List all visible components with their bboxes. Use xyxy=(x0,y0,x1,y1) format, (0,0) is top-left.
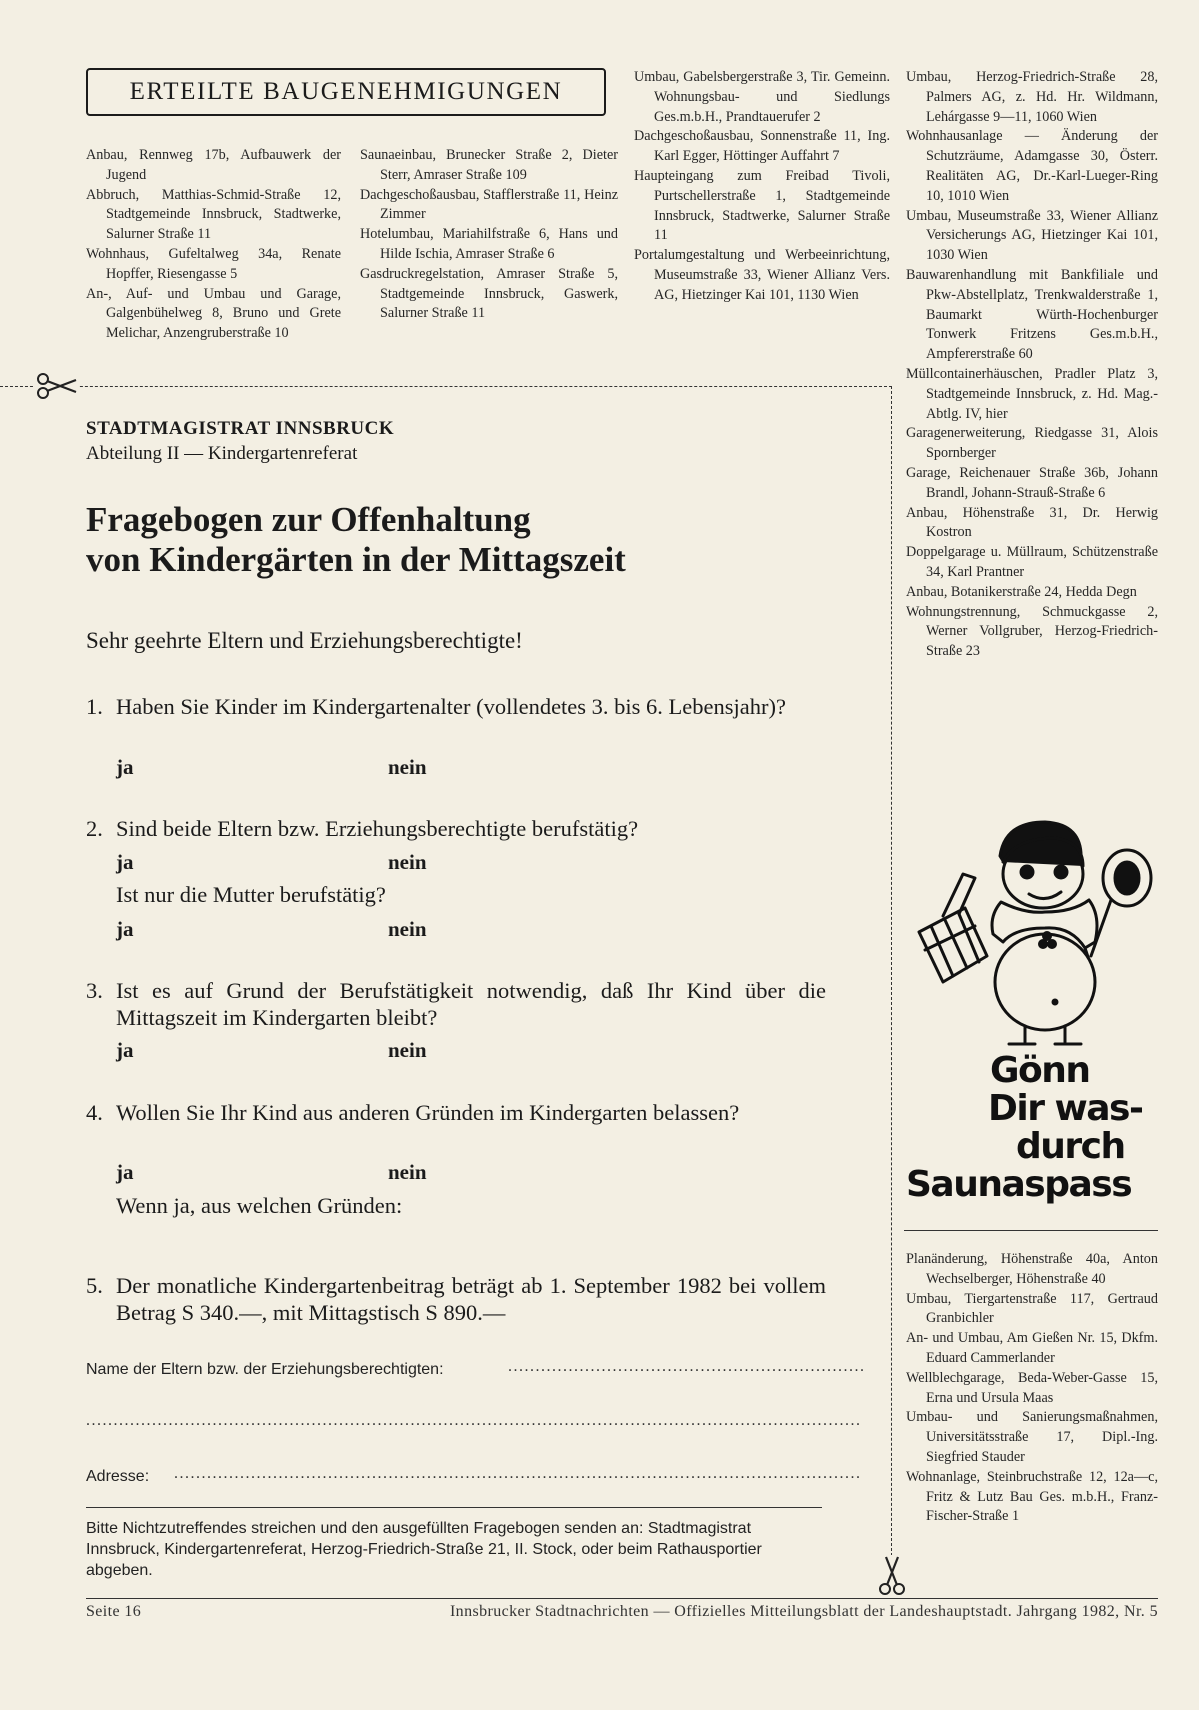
question-text: Haben Sie Kinder im Kindergartenalter (vollendetes 3. bis 6. Lebensjahr)? xyxy=(116,694,786,719)
name-label: Name der Eltern bzw. der Erziehungsberechtigten: xyxy=(86,1361,444,1378)
question-number: 1. xyxy=(86,694,103,719)
address-field[interactable]: ............................................................................................................................. xyxy=(174,1465,862,1482)
permits-column-3 xyxy=(634,68,890,306)
list-item: Garage, Reichenauer Straße 36b, Johann Brandl, Johann-Strauß-Straße 6 xyxy=(906,464,1158,501)
list-item: Umbau, Gabelsbergerstraße 3, Tir. Gemeinn. Wohnungsbau- und Siedlungs Ges.m.b.H., Prandtauerufer 2 xyxy=(634,69,890,125)
answer-no[interactable]: nein xyxy=(388,850,427,874)
list-item: Wohnhaus, Gufeltalweg 34a, Renate Hopffer, Riesengasse 5 xyxy=(86,245,341,282)
list-item: Abbruch, Matthias-Schmid-Straße 12, Stadtgemeinde Innsbruck, Stadtwerke, Salurner Straße 11 xyxy=(86,186,341,243)
cut-line-vertical xyxy=(891,386,892,1561)
ad-slogan-line-2: Dir was- xyxy=(988,1088,1143,1129)
list-item: Müllcontainerhäuschen, Pradler Platz 3, Stadtgemeinde Innsbruck, z. Hd. Mag.-Abtlg. IV, hier xyxy=(906,365,1158,422)
list-item: Doppelgarage u. Müllraum, Schützenstraße 34, Karl Prantner xyxy=(906,544,1158,580)
list-item: Haupteingang zum Freibad Tivoli, Purtschellerstraße 1, Stadtgemeinde Innsbruck, Stadtwerke, Salurner Straße 11 xyxy=(634,167,890,244)
list-item: Wellblechgarage, Beda-Weber-Gasse 15, Erna und Ursula Maas xyxy=(906,1369,1158,1406)
list-item: Anbau, Rennweg 17b, Aufbauwerk der Jugend xyxy=(86,147,341,183)
publication-name: Innsbrucker Stadtnachrichten — Offizielles Mitteilungsblatt der Landeshauptstadt. Jahrgang 1982, Nr. 5 xyxy=(449,1603,1158,1620)
divider xyxy=(904,1230,1158,1231)
list-item: Umbau- und Sanierungsmaßnahmen, Universitätsstraße 17, Dipl.-Ing. Siegfried Stauder xyxy=(906,1409,1158,1465)
list-item: An- und Umbau, Am Gießen Nr. 15, Dkfm. Eduard Cammerlander xyxy=(906,1330,1158,1366)
list-item: Saunaeinbau, Brunecker Straße 2, Dieter Sterr, Amraser Straße 109 xyxy=(360,147,618,183)
name-field-line-2[interactable]: ............................................................................................................................................. xyxy=(86,1412,862,1429)
list-item: Anbau, Höhenstraße 31, Dr. Herwig Kostron xyxy=(906,504,1158,541)
answer-no[interactable]: nein xyxy=(388,1038,427,1062)
list-item: Umbau, Museumstraße 33, Wiener Allianz Versicherungs AG, Hietzinger Kai 101, 1030 Wien xyxy=(906,207,1158,264)
form-title-line-1: Fragebogen zur Offenhaltung xyxy=(86,500,531,539)
cut-line-horizontal xyxy=(0,386,892,387)
question-number: 4. xyxy=(86,1100,103,1125)
ad-slogan-line-4: Saunaspass xyxy=(906,1164,1132,1205)
list-item: Umbau, Herzog-Friedrich-Straße 28, Palmers AG, z. Hd. Hr. Wildmann, Lehárgasse 9—11, 1060 Wien xyxy=(906,69,1158,125)
question-4b-text: Wenn ja, aus welchen Gründen: xyxy=(116,1193,403,1218)
list-item: Bauwarenhandlung mit Bankfiliale und Pkw-Abstellplatz, Trenkwalderstraße 1, Baumarkt Würth-Hochenburger Tonwerk Fritzens Ges.m.b.H., Ampfererstraße 60 xyxy=(906,266,1158,363)
form-department: Abteilung II — Kindergartenreferat xyxy=(86,443,358,464)
form-greeting: Sehr geehrte Eltern und Erziehungsberechtigte! xyxy=(86,628,523,653)
answer-yes[interactable]: ja xyxy=(116,850,134,874)
scissors-icon xyxy=(34,371,78,401)
ad-slogan-line-3: durch xyxy=(1016,1126,1125,1167)
permits-column-4 xyxy=(906,68,1158,662)
question-3 xyxy=(86,977,826,1031)
address-label: Adresse: xyxy=(86,1468,150,1485)
list-item: Gasdruckregelstation, Amraser Straße 5, Stadtgemeinde Innsbruck, Gaswerk, Salurner Straße 11 xyxy=(360,265,618,322)
form-instructions: Bitte Nichtzutreffendes streichen und den ausgefüllten Fragebogen senden an: Stadtmagistrat Innsbruck, Kindergartenreferat, Herzog-Friedrich-Straße 21, II. Stock, oder beim Rathausportier abgeben. xyxy=(86,1520,762,1579)
list-item: Dachgeschoßausbau, Stafflerstraße 11, Heinz Zimmer xyxy=(360,186,618,223)
permits-column-1 xyxy=(86,146,341,344)
answer-no[interactable]: nein xyxy=(388,1160,427,1184)
list-item: An-, Auf- und Umbau und Garage, Galgenbühelweg 8, Bruno und Grete Melichar, Anzengruberstraße 10 xyxy=(86,285,341,342)
question-5 xyxy=(86,1272,826,1326)
question-number: 5. xyxy=(86,1273,103,1298)
question-1 xyxy=(86,693,826,720)
answer-yes[interactable]: ja xyxy=(116,1160,134,1184)
section-header: ERTEILTE BAUGENEHMIGUNGEN xyxy=(86,68,606,116)
list-item: Wohnhausanlage — Änderung der Schutzräume, Adamgasse 30, Österr. Realitäten AG, Dr.-Karl-Lueger-Ring 10, 1010 Wien xyxy=(906,128,1158,204)
divider xyxy=(86,1507,822,1508)
answer-no[interactable]: nein xyxy=(388,755,427,779)
ad-slogan-line-1: Gönn xyxy=(990,1050,1090,1091)
permits-column-2 xyxy=(360,146,618,324)
sauna-mascot-illustration xyxy=(905,816,1165,1046)
question-number: 2. xyxy=(86,816,103,841)
question-number: 3. xyxy=(86,978,103,1003)
list-item: Garagenerweiterung, Riedgasse 31, Alois Spornberger xyxy=(906,425,1158,462)
question-text: Der monatliche Kindergartenbeitrag beträgt ab 1. September 1982 bei vollem Betrag S 340.—, mit Mittagstisch S 890.— xyxy=(116,1273,826,1325)
question-text: Ist es auf Grund der Berufstätigkeit notwendig, daß Ihr Kind über die Mittagszeit im Kindergarten bleibt? xyxy=(116,978,826,1030)
footer-rule xyxy=(86,1598,1158,1599)
page-number: Seite 16 xyxy=(86,1603,142,1620)
list-item: Anbau, Botanikerstraße 24, Hedda Degn xyxy=(906,583,1137,600)
list-item: Portalumgestaltung und Werbeeinrichtung, Museumstraße 33, Wiener Allianz Vers. AG, Hietzinger Kai 101, 1130 Wien xyxy=(634,247,890,303)
permits-column-4-bottom xyxy=(906,1250,1158,1527)
question-2b-text: Ist nur die Mutter berufstätig? xyxy=(116,882,386,907)
name-field[interactable]: ................................................................. xyxy=(508,1358,866,1375)
question-2 xyxy=(86,815,826,842)
list-item: Planänderung, Höhenstraße 40a, Anton Wechselberger, Höhenstraße 40 xyxy=(906,1251,1158,1287)
list-item: Dachgeschoßausbau, Sonnenstraße 11, Ing. Karl Egger, Höttinger Auffahrt 7 xyxy=(634,128,890,165)
list-item: Hotelumbau, Mariahilfstraße 6, Hans und Hilde Ischia, Amraser Straße 6 xyxy=(360,226,618,262)
question-text: Wollen Sie Ihr Kind aus anderen Gründen im Kindergarten belassen? xyxy=(116,1100,740,1125)
list-item: Wohnungstrennung, Schmuckgasse 2, Werner Vollgruber, Herzog-Friedrich-Straße 23 xyxy=(906,603,1158,660)
list-item: Umbau, Tiergartenstraße 117, Gertraud Granbichler xyxy=(906,1290,1158,1327)
answer-yes[interactable]: ja xyxy=(116,1038,134,1062)
question-4 xyxy=(86,1099,826,1126)
answer-no[interactable]: nein xyxy=(388,917,427,941)
form-organization: STADTMAGISTRAT INNSBRUCK xyxy=(86,418,395,439)
scissors-icon xyxy=(877,1555,907,1597)
answer-yes[interactable]: ja xyxy=(116,917,134,941)
list-item: Wohnanlage, Steinbruchstraße 12, 12a—c, Fritz & Lutz Bau Ges. m.b.H., Franz-Fischer-Straße 1 xyxy=(906,1468,1158,1525)
question-text: Sind beide Eltern bzw. Erziehungsberechtigte berufstätig? xyxy=(116,816,639,841)
answer-yes[interactable]: ja xyxy=(116,755,134,779)
form-title-line-2: von Kindergärten in der Mittagszeit xyxy=(86,540,626,579)
